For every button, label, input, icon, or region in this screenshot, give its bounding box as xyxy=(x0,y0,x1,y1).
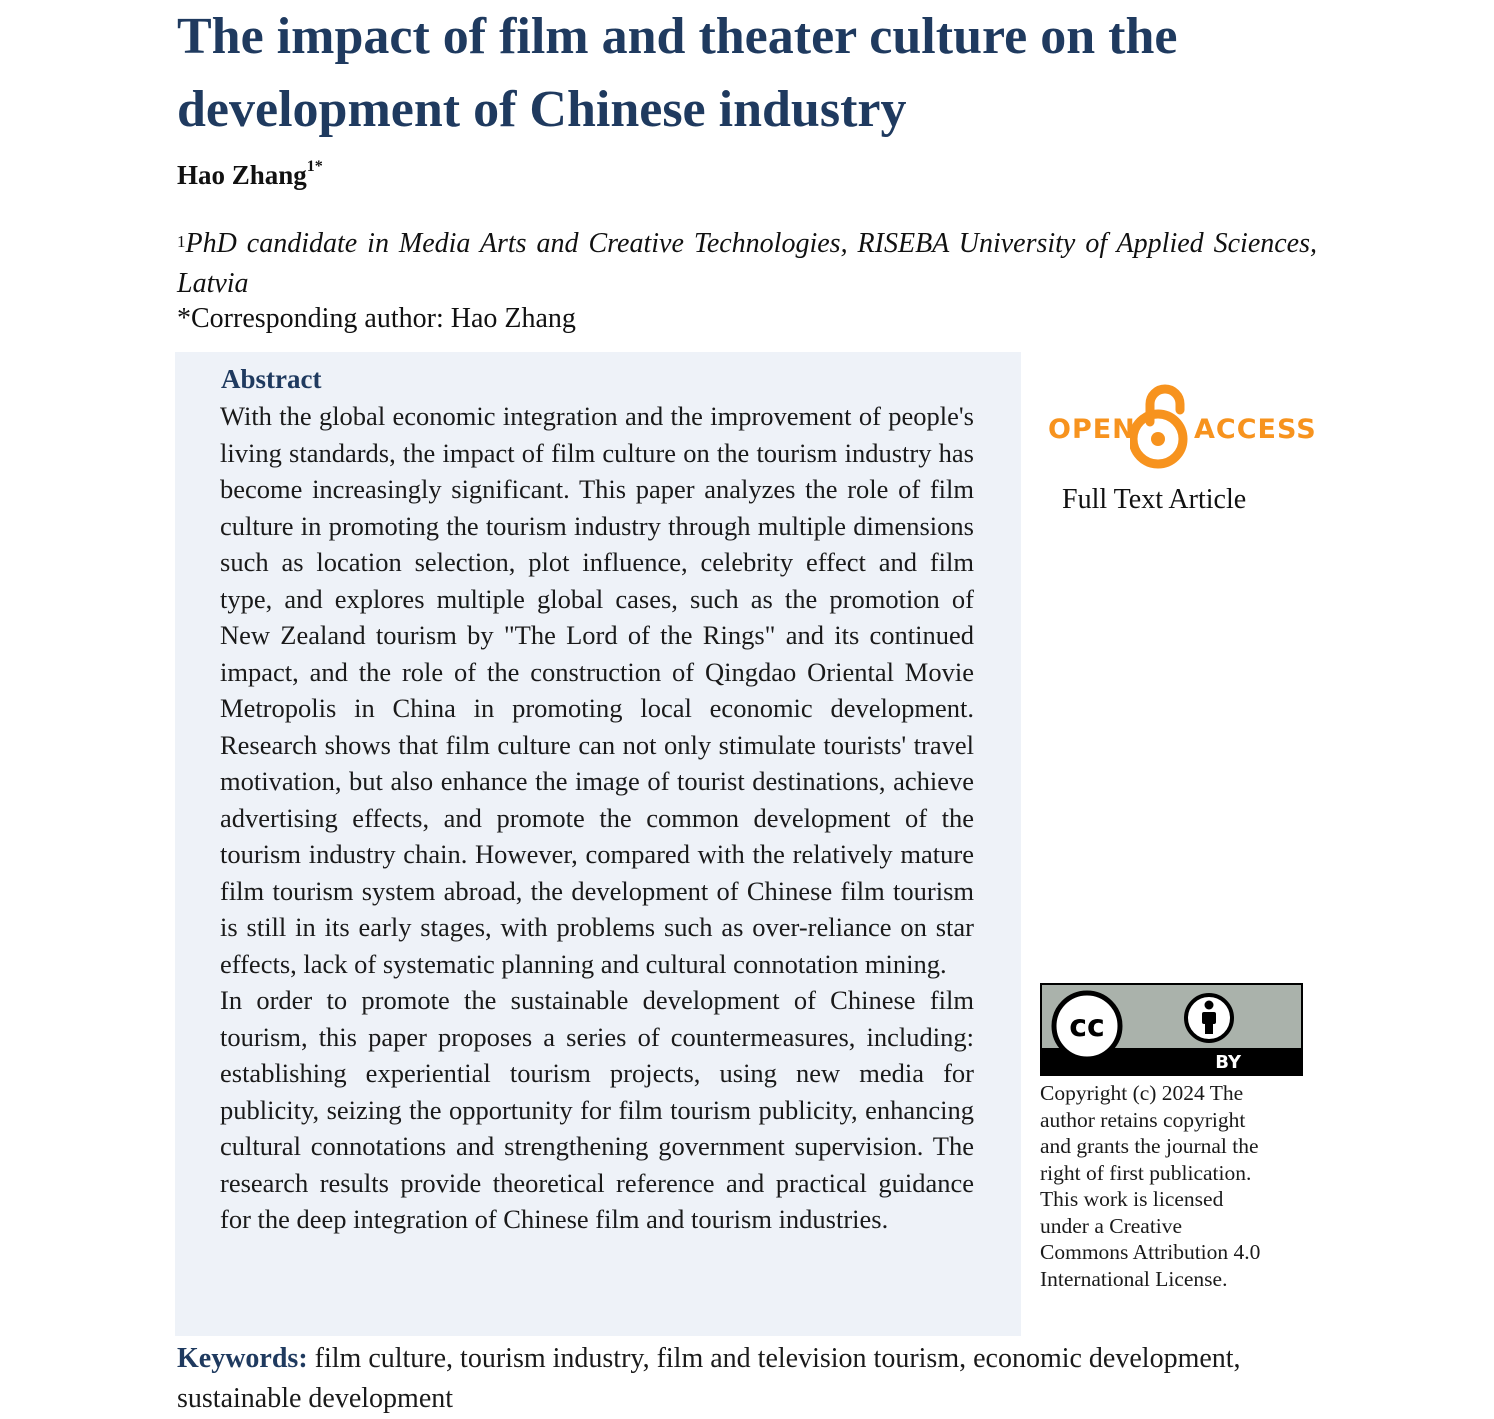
attribution-person-icon xyxy=(1182,991,1236,1045)
copyright-line: International License. xyxy=(1040,1266,1228,1291)
abstract-body xyxy=(220,398,974,1238)
open-access-logo[interactable] xyxy=(1044,376,1317,476)
open-access-right-word: ACCESS xyxy=(1194,414,1317,445)
article-title: The impact of film and theater culture on the development of Chinese industry xyxy=(177,8,1178,138)
cc-by-label: BY xyxy=(1215,1052,1241,1073)
copyright-line: author retains copyright xyxy=(1040,1107,1246,1132)
author-marker: 1* xyxy=(306,158,323,175)
abstract-heading: Abstract xyxy=(221,364,322,394)
affiliation-text: PhD candidate in Media Arts and Creative Technologies, RISEBA University of Applied Sciences, Latvia xyxy=(177,228,1317,299)
copyright-line: right of first publication. xyxy=(1040,1160,1252,1185)
copyright-line: Copyright (c) 2024 The xyxy=(1040,1081,1244,1105)
open-access-lock-icon xyxy=(1130,378,1200,472)
keywords xyxy=(177,1339,1327,1419)
abstract-paragraph: In order to promote the sustainable development of Chinese film tourism, this paper proposes a series of countermeasures, including: establishing experiential tourism projects, using new media for publicity, seizing the opportunity for film tourism publicity, enhancing cultural connotations and strengthening government supervision. The research results provide theoretical reference and practical guidance for the deep integration of Chinese film and tourism industries. xyxy=(220,985,974,1234)
affiliation xyxy=(177,224,1317,304)
copyright-line: Commons Attribution 4.0 xyxy=(1040,1240,1261,1264)
author-name: Hao Zhang xyxy=(177,160,307,190)
abstract-box xyxy=(175,352,1021,1336)
copyright-line: and grants the journal the xyxy=(1040,1134,1259,1158)
cc-icon-text: cc xyxy=(1069,1009,1105,1044)
copyright-notice xyxy=(1040,1080,1290,1292)
keywords-label: Keywords: xyxy=(177,1343,308,1374)
copyright-line: under a Creative xyxy=(1040,1213,1183,1238)
author-line xyxy=(177,160,323,191)
full-text-article-link[interactable]: Full Text Article xyxy=(1062,484,1247,515)
abstract-paragraph: With the global economic integration and the improvement of people's living standards, the impact of film culture on the tourism industry has become increasingly significant. This paper analyzes the role of film culture in promoting the tourism industry through multiple dimensions such as location selection, plot influence, celebrity effect and film type, and explores multiple global cases, such as the promotion of New Zealand tourism by "The Lord of the Rings" and its continued impact, and the role of the construction of Qingdao Oriental Movie Metropolis in China in promoting local economic development. Research shows that film culture can not only stimulate tourists' travel motivation, but also enhance the image of tourist destinations, achieve advertising effects, and promote the common development of the tourism industry chain. However, compared with the relatively mature film tourism system abroad, the development of Chinese film tourism is still in its early stages, with problems such as over-reliance on star effects, lack of systematic planning and cultural connotation mining. xyxy=(220,401,974,979)
affiliation-marker: 1 xyxy=(177,232,186,251)
copyright-line: This work is licensed xyxy=(1040,1187,1224,1211)
open-access-left-word: OPEN xyxy=(1048,414,1136,445)
corresponding-author: *Corresponding author: Hao Zhang xyxy=(177,303,576,334)
cc-by-license-badge[interactable] xyxy=(1040,983,1303,1076)
cc-icon xyxy=(1050,989,1124,1063)
keywords-text: film culture, tourism industry, film and television tourism, economic development, sustainable development xyxy=(177,1343,1241,1414)
